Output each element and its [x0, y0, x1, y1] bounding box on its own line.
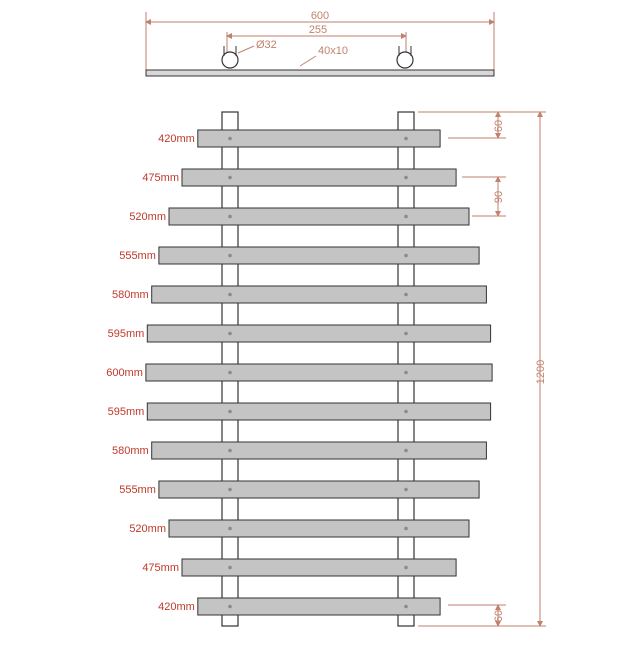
bar-width-label: 420mm [158, 133, 195, 145]
horizontal-bar [198, 598, 440, 615]
horizontal-bar [159, 481, 479, 498]
bars-layer [106, 130, 492, 615]
left-fixing-dot [228, 215, 232, 219]
right-fixing-dot [404, 488, 408, 492]
horizontal-bar [169, 520, 469, 537]
right-fixing-dot [404, 410, 408, 414]
bar-width-label: 475mm [142, 172, 179, 184]
left-fixing-dot [228, 410, 232, 414]
bar-width-label: 595mm [107, 406, 145, 418]
diameter-leader [238, 46, 254, 53]
horizontal-bar [182, 169, 456, 186]
horizontal-bar [182, 559, 456, 576]
bar-width-label: 555mm [119, 484, 156, 496]
bar-width-label: 520mm [129, 211, 166, 223]
horizontal-bar [146, 364, 492, 381]
horizontal-bar [159, 247, 479, 264]
left-fixing-dot [228, 176, 232, 180]
bar-width-label: 520mm [129, 523, 166, 535]
right-fixing-dot [404, 293, 408, 297]
left-fixing-dot [228, 293, 232, 297]
top-view [146, 10, 494, 76]
pipe-diameter-label: Ø32 [256, 39, 277, 51]
left-fixing-dot [228, 527, 232, 531]
horizontal-bar [198, 130, 440, 147]
horizontal-bar [147, 403, 490, 420]
left-fixing-dot [228, 449, 232, 453]
bar-width-label: 475mm [142, 562, 179, 574]
right-fixing-dot [404, 605, 408, 609]
bar-width-label: 555mm [119, 250, 156, 262]
total-height-label: 1200 [535, 359, 547, 385]
left-fixing-dot [228, 566, 232, 570]
overall-width-label: 600 [310, 10, 330, 22]
right-fixing-dot [404, 176, 408, 180]
right-fixing-dot [404, 332, 408, 336]
left-fixing-dot [228, 254, 232, 258]
bottom-offset-label: 60 [493, 609, 505, 623]
horizontal-bar [152, 286, 487, 303]
horizontal-bar [169, 208, 469, 225]
bar-width-label: 420mm [158, 601, 195, 613]
left-fixing-dot [228, 137, 232, 141]
right-fixing-dot [404, 527, 408, 531]
bar-pitch-label: 90 [493, 190, 505, 204]
bar-width-label: 600mm [106, 367, 143, 379]
right-fixing-dot [404, 254, 408, 258]
bar-width-label: 580mm [112, 445, 149, 457]
left-fixing-dot [228, 371, 232, 375]
top-view-bar [146, 70, 494, 76]
rail-spacing-label: 255 [308, 24, 328, 36]
horizontal-bar [147, 325, 490, 342]
top-offset-label: 60 [493, 119, 505, 133]
left-fixing-dot [228, 332, 232, 336]
right-fixing-dot [404, 371, 408, 375]
horizontal-bar [152, 442, 487, 459]
section-leader [300, 56, 316, 66]
left-fixing-dot [228, 488, 232, 492]
left-fixing-dot [228, 605, 232, 609]
bar-width-label: 595mm [107, 328, 145, 340]
right-fixing-dot [404, 566, 408, 570]
right-fixing-dot [404, 137, 408, 141]
bar-width-label: 580mm [112, 289, 149, 301]
right-fixing-dot [404, 449, 408, 453]
right-fixing-dot [404, 215, 408, 219]
bar-section-label: 40x10 [318, 45, 348, 57]
